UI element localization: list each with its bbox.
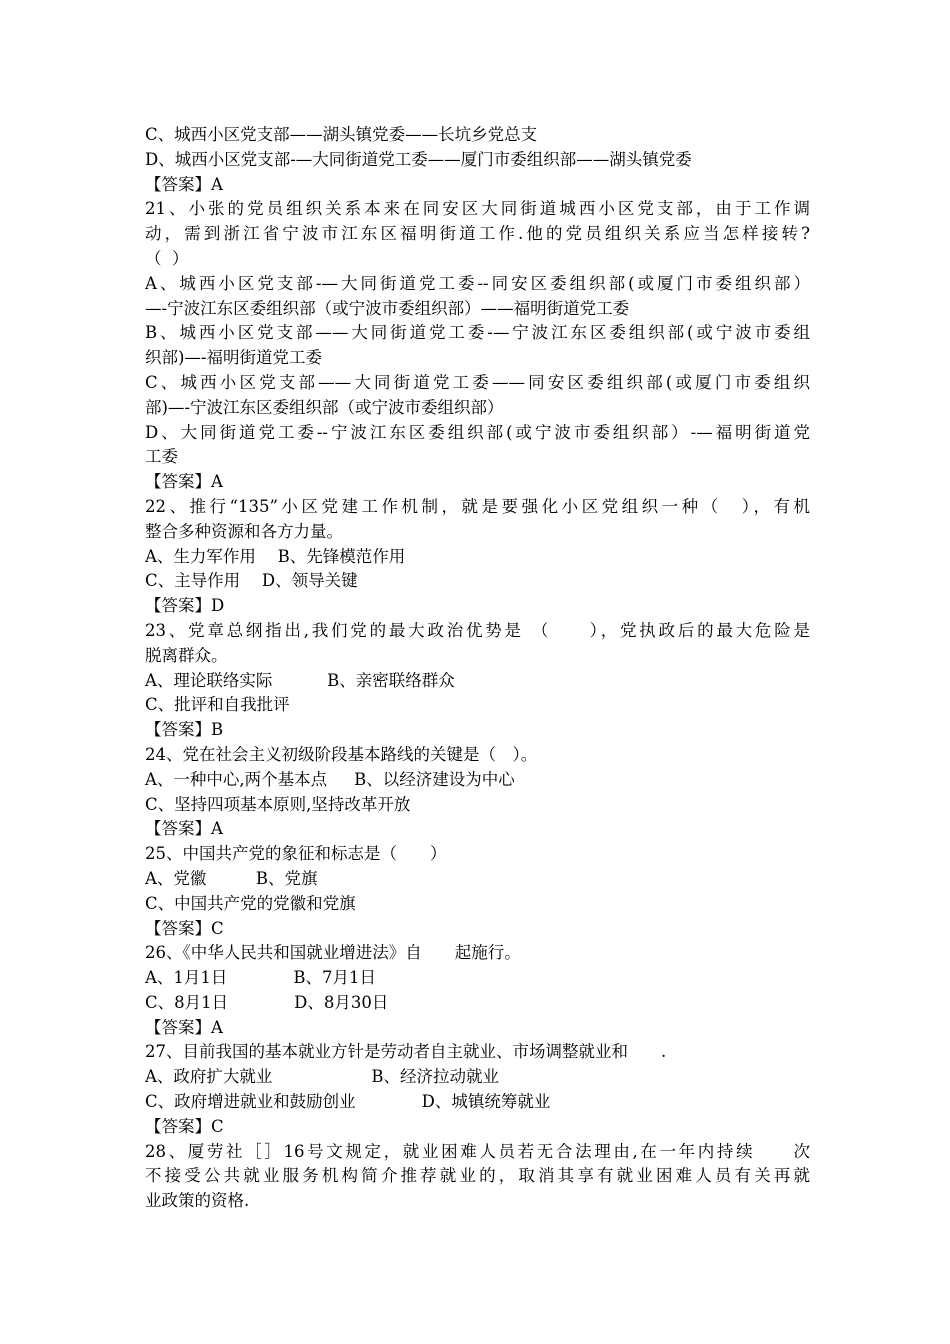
option-line: A、党徽 B、党旗 (145, 868, 318, 888)
question-line: 23、党章总纲指出,我们党的最大政治优势是 （ ），党执政后的最大危险是 (145, 620, 810, 640)
option-line: C、中国共产党的党徽和党旗 (145, 893, 356, 913)
option-line: 织部)—-福明街道党工委 (145, 348, 323, 368)
option-line: D、大同街道党工委--宁波江东区委组织部(或宁波市委组织部）-—福明街道党 (145, 422, 810, 442)
question-line: 28、厦劳社［］16号文规定，就业困难人员若无合法理由,在一年内持续 次 (145, 1141, 810, 1161)
answer-line: 【答案】A (145, 174, 223, 194)
question-line: 24、党在社会主义初级阶段基本路线的关键是（ ）。 (145, 744, 538, 764)
answer-line: 【答案】C (145, 1116, 224, 1136)
answer-line: 【答案】C (145, 918, 224, 938)
option-line: C、主导作用 D、领导关键 (145, 571, 358, 591)
text-line: C、城西小区党支部——湖头镇党委——长坑乡党总支 (145, 125, 538, 144)
question-line: 动，需到浙江省宁波市江东区福明街道工作.他的党员组织关系应当怎样接转? (145, 224, 810, 244)
option-line: 部)—-宁波江东区委组织部（或宁波市委组织部） (145, 397, 504, 417)
option-line: A、政府扩大就业 B、经济拉动就业 (145, 1067, 500, 1087)
option-line: C、坚持四项基本原则,坚持改革开放 (145, 794, 411, 814)
answer-line: 【答案】B (145, 720, 224, 740)
text-line: （ ） (145, 248, 189, 268)
question-line: 25、中国共产党的象征和标志是（ ） (145, 844, 447, 864)
option-line: A、城西小区党支部-—大同街道党工委--同安区委组织部(或厦门市委组织部） (145, 273, 810, 293)
question-line: 整合多种资源和各方力量。 (145, 521, 343, 541)
option-line: —-宁波江东区委组织部（或宁波市委组织部）——福明街道党工委 (145, 298, 630, 318)
option-line: 工委 (145, 447, 178, 467)
option-line: C、城西小区党支部——大同街道党工委——同安区委组织部(或厦门市委组织 (145, 372, 810, 392)
answer-line: 【答案】A (145, 1017, 223, 1037)
question-line: 不接受公共就业服务机构简介推荐就业的，取消其享有就业困难人员有关再就 (145, 1166, 810, 1186)
answer-line: 【答案】A (145, 472, 223, 492)
option-line: C、8月1日 D、8月30日 (145, 992, 389, 1012)
answer-line: 【答案】D (145, 596, 225, 616)
question-line: 业政策的资格. (145, 1191, 250, 1211)
question-line: 22、推行“135”小区党建工作机制，就是要强化小区党组织一种（ ），有机 (145, 496, 810, 516)
question-line: 21、小张的党员组织关系本来在同安区大同街道城西小区党支部，由于工作调 (145, 199, 810, 219)
text-line: D、城西小区党支部-—大同街道党工委——厦门市委组织部——湖头镇党委 (145, 149, 692, 169)
option-line: B、城西小区党支部——大同街道党工委-—宁波江东区委组织部(或宁波市委组 (145, 323, 810, 343)
option-line: A、理论联络实际 B、亲密联络群众 (145, 670, 455, 690)
question-line: 脱离群众。 (145, 645, 228, 665)
answer-line: 【答案】A (145, 819, 223, 839)
question-line: 26、《中华人民共和国就业增进法》自 起施行。 (145, 943, 521, 963)
option-line: C、批评和自我批评 (145, 695, 290, 715)
option-line: A、1月1日 B、7月1日 (145, 968, 377, 988)
document-page (145, 123, 810, 1214)
option-line: A、一种中心,两个基本点 B、以经济建设为中心 (145, 769, 515, 789)
question-line: 27、目前我国的基本就业方针是劳动者自主就业、市场调整就业和 . (145, 1042, 667, 1062)
option-line: C、政府增进就业和鼓励创业 D、城镇统筹就业 (145, 1092, 551, 1112)
option-line: A、生力军作用 B、先锋模范作用 (145, 546, 406, 566)
